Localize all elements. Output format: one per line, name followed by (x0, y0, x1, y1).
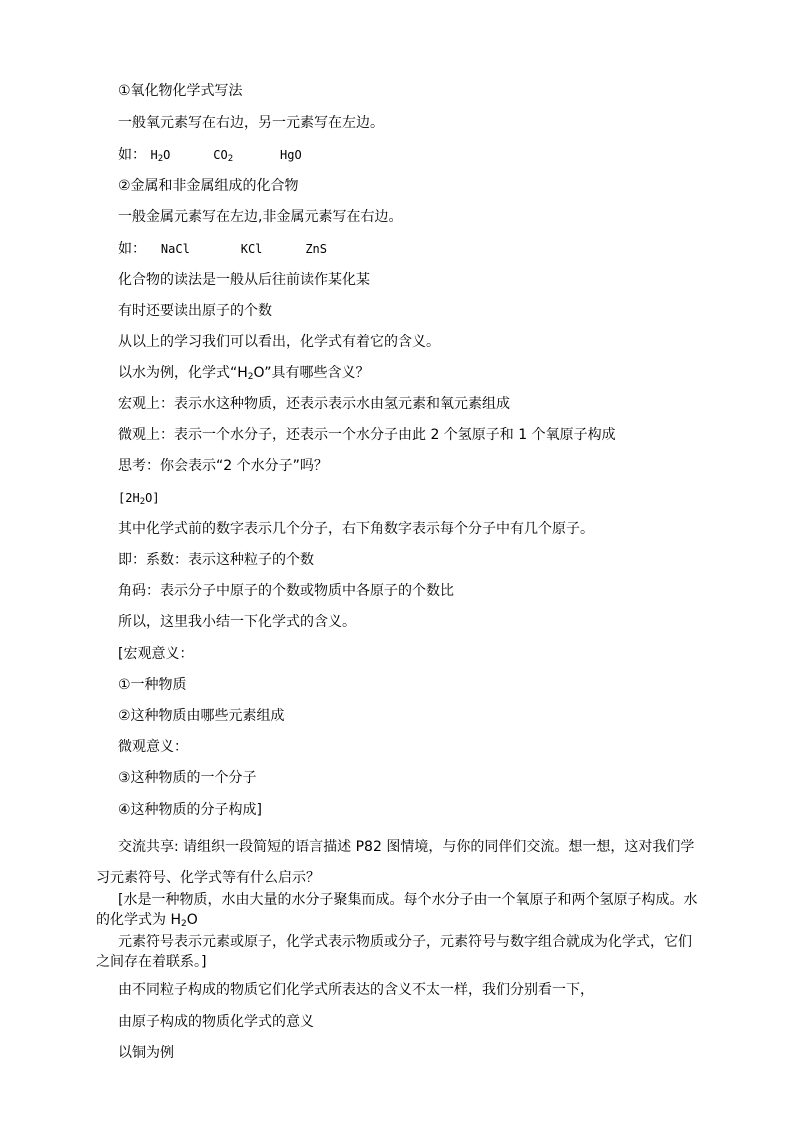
heading-oxide-formula: ①氧化物化学式写法 (118, 83, 243, 99)
text-line: 角码：表示分子中原子的个数或物质中各原子的个数比 (118, 583, 454, 599)
text-line: 由原子构成的物质化学式的意义 (118, 1014, 314, 1030)
text-line: 以铜为例 (118, 1045, 174, 1061)
text-line: 微观意义： (118, 739, 188, 755)
paragraph-relation: 元素符号表示元素或原子，化学式表示物质或分子，元素符号与数字组合就成为化学式，它们之间存在着联系。] (96, 934, 692, 970)
text-line: [宏观意义： (118, 646, 194, 662)
text-line-question: 思考：你会表示“2 个水分子”吗？ (118, 458, 328, 474)
text-line: 一般氧元素写在右边，另一元素写在左边。 (118, 115, 384, 131)
formula-co2: $CO_2$ (213, 148, 234, 164)
formula-h2o: $H_2O$ (150, 148, 171, 164)
heading-metal-nonmetal: ②金属和非金属组成的化合物 (118, 178, 299, 194)
list-item: ②这种物质由哪些元素组成 (118, 708, 285, 724)
formula-kcl: KCl (240, 242, 263, 256)
formula-hgo: HgO (280, 148, 302, 162)
text-line: 化合物的读法是一般从后往前读作某化某 (118, 272, 370, 288)
example-prefix: 如： (118, 147, 146, 163)
list-item: ③这种物质的一个分子 (118, 770, 257, 786)
paragraph-water: [水是一种物质，水由大量的水分子聚集而成。每个水分子由一个氧原子和两个氢原子构成。水的化学式为 $H_2O$ (96, 892, 698, 929)
paragraph-exchange: 交流共享: 请组织一段简短的语言描述 P82 图情境，与你的同伴们交流。想一想，这对我们学习元素符号、化学式等有什么启示？ (96, 839, 695, 886)
text-line-water-example: 以水为例，化学式“$H_2O$”具有哪些含义？ (118, 365, 370, 382)
formula-2h2o: $[2H_2O]$ (118, 491, 160, 507)
list-item: ①一种物质 (118, 677, 187, 693)
text-line-micro: 微观上：表示一个水分子，还表示一个水分子由此 2 个氢原子和 1 个氧原子构成 (118, 427, 616, 443)
list-item: ④这种物质的分子构成] (118, 802, 263, 818)
example-line-oxides (118, 146, 302, 164)
formula-nacl: NaCl (160, 242, 190, 256)
text-line: 其中化学式前的数字表示几个分子，右下角数字表示每个分子中有几个原子。 (118, 521, 594, 537)
text-line: 由不同粒子构成的物质它们化学式所表达的含义不太一样，我们分别看一下， (118, 982, 594, 998)
example-prefix: 如： (118, 241, 146, 257)
text-line: 有时还要读出原子的个数 (118, 303, 272, 319)
text-line-macro: 宏观上：表示水这种物质，还表示表示水由氢元素和氧元素组成 (118, 396, 510, 412)
text-line: 所以，这里我小结一下化学式的含义。 (118, 614, 356, 630)
text-line: 即：系数：表示这种粒子的个数 (118, 552, 314, 568)
text-line: 从以上的学习我们可以看出，化学式有着它的含义。 (118, 334, 440, 350)
example-line-salts (118, 240, 327, 258)
formula-zns: ZnS (305, 242, 327, 256)
text-line: 一般金属元素写在左边,非金属元素写在右边。 (118, 209, 403, 225)
